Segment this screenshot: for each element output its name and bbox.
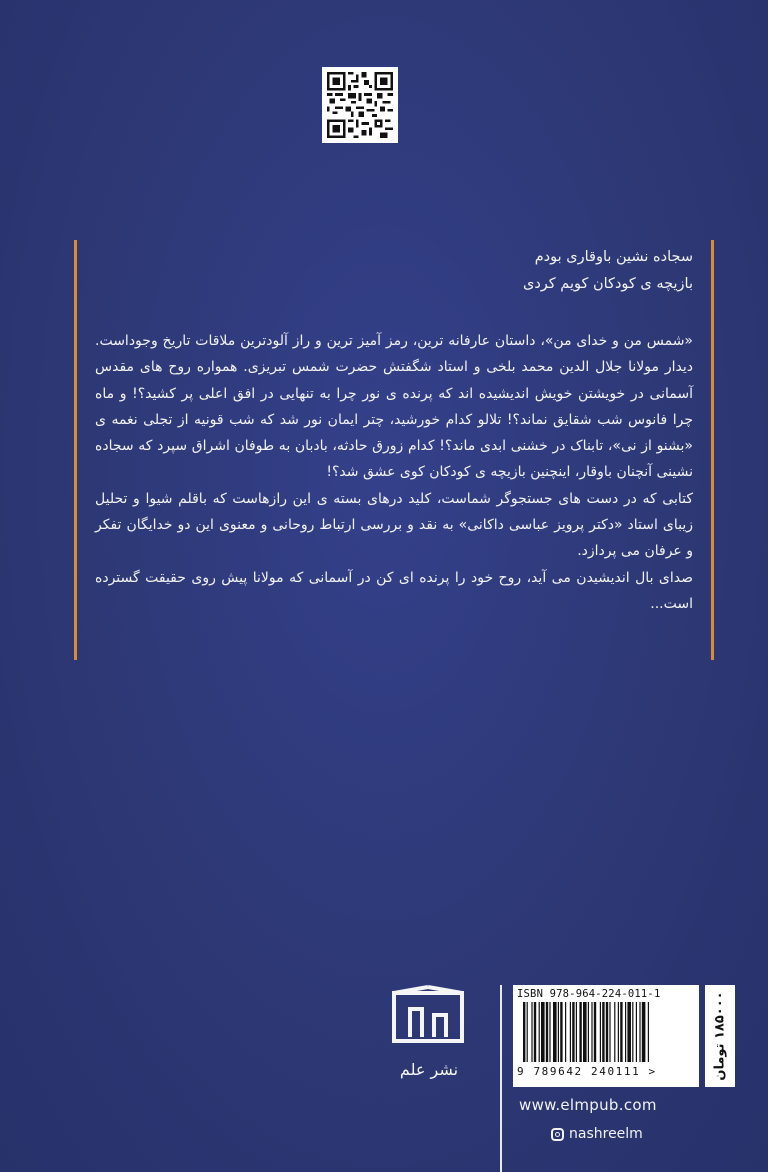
- instagram-icon: [551, 1128, 564, 1141]
- barcode-bar: [576, 1002, 577, 1062]
- barcode-bar: [546, 1002, 548, 1062]
- barcode-bar: [602, 1002, 604, 1062]
- instagram-handle: nashreelm: [569, 1126, 643, 1142]
- barcode-bar: [588, 1002, 589, 1062]
- instagram-link[interactable]: [551, 1124, 643, 1144]
- price-text: ۱۸۵۰۰۰ تومان: [712, 991, 728, 1081]
- blurb-paragraph-2: کتابی که در دست های جستجوگر شماست، کلید درهای بسته ی این رازهاست که باقلم شیوا و تحلیل زیبای استاد «دکتر پرویز عباسی داکانی» به نقد و بررسی ارتباط روحانی و معنوی این دو خدایگان تفکر و عرفان می پردازد.: [95, 490, 693, 560]
- price-label: [705, 985, 735, 1087]
- barcode-bar: [558, 1002, 559, 1062]
- barcode-bar: [594, 1002, 596, 1062]
- barcode-bar: [614, 1002, 615, 1062]
- barcode-bar: [541, 1002, 545, 1062]
- barcode-bar: [579, 1002, 581, 1062]
- ean-number: 9 789642 240111 >: [517, 1065, 657, 1078]
- barcode-bar: [618, 1002, 619, 1062]
- barcode-bar: [632, 1002, 633, 1062]
- verse-line-1: سجاده نشین باوقاری بودم: [534, 249, 693, 265]
- barcode-bar: [531, 1002, 532, 1062]
- barcode-bar: [565, 1002, 566, 1062]
- blurb-paragraph-1: «شمس من و خدای من»، داستان عارفانه ترین، رمز آمیز ترین و راز آلودترین ملاقات تاریخ وجوداست. دیدار مولانا جلال الدین محمد بلخی و استاد شگفتش حضرت شمس تبریزی. همواره روح های مقدس آسمانی در خویشتن خویش اندیشیده اند که پرنده ی نور چرا به تنهایی در افق اعلی پر کشید؟! و ماه چرا فانوس شب شقایق نماند؟! تلالو کدام خورشید، چتر ایمان نور شد که شب قونیه از تجلی نغمه ی «بشنو از نی»، تابناک در خشنی ابدی ماند؟! کدام زورق حادثه، بادبان به طوفان اشراق سپرد که سجاده نشینی آنچنان باوقار، اینچنین بازیچه ی کودکان کوی عشق شد؟!: [95, 333, 693, 481]
- barcode-bar: [539, 1002, 540, 1062]
- publisher-logo-icon: [390, 985, 466, 1045]
- barcode-bar: [572, 1002, 574, 1062]
- barcode-bar: [642, 1002, 646, 1062]
- barcode-bar: [620, 1002, 622, 1062]
- barcode-bar: [591, 1002, 592, 1062]
- barcode-bars: [517, 1002, 695, 1064]
- publisher-name: نشر علم: [399, 1060, 459, 1079]
- qr-code-icon: [322, 67, 398, 143]
- barcode-bar: [639, 1002, 640, 1062]
- barcode-bar: [625, 1002, 626, 1062]
- verse-line-2: بازیچه ی کودکان کویم کردی: [522, 276, 693, 292]
- barcode-bar: [636, 1002, 637, 1062]
- barcode-bar: [627, 1002, 631, 1062]
- barcode-bar: [648, 1002, 649, 1062]
- barcode-bar: [527, 1002, 528, 1062]
- vertical-divider: [500, 985, 502, 1172]
- barcode-bar: [609, 1002, 610, 1062]
- barcode-bar: [583, 1002, 587, 1062]
- barcode-bar: [534, 1002, 536, 1062]
- isbn-label: ISBN 978-964-224-011-1: [517, 988, 661, 1000]
- isbn-barcode: [513, 985, 699, 1087]
- barcode-bar: [570, 1002, 571, 1062]
- blurb-paragraph-3: صدای بال اندیشیدن می آید، روح خود را پرنده ای کن در آسمانی که مولانا پیش روی حقیقت گسترده است...: [95, 569, 693, 612]
- website-link[interactable]: www.elmpub.com: [519, 1096, 657, 1114]
- barcode-bar: [553, 1002, 557, 1062]
- barcode-bar: [606, 1002, 608, 1062]
- barcode-bar: [549, 1002, 550, 1062]
- blurb-block: [74, 240, 714, 660]
- barcode-bar: [600, 1002, 601, 1062]
- barcode-bar: [523, 1002, 525, 1062]
- barcode-bar: [560, 1002, 562, 1062]
